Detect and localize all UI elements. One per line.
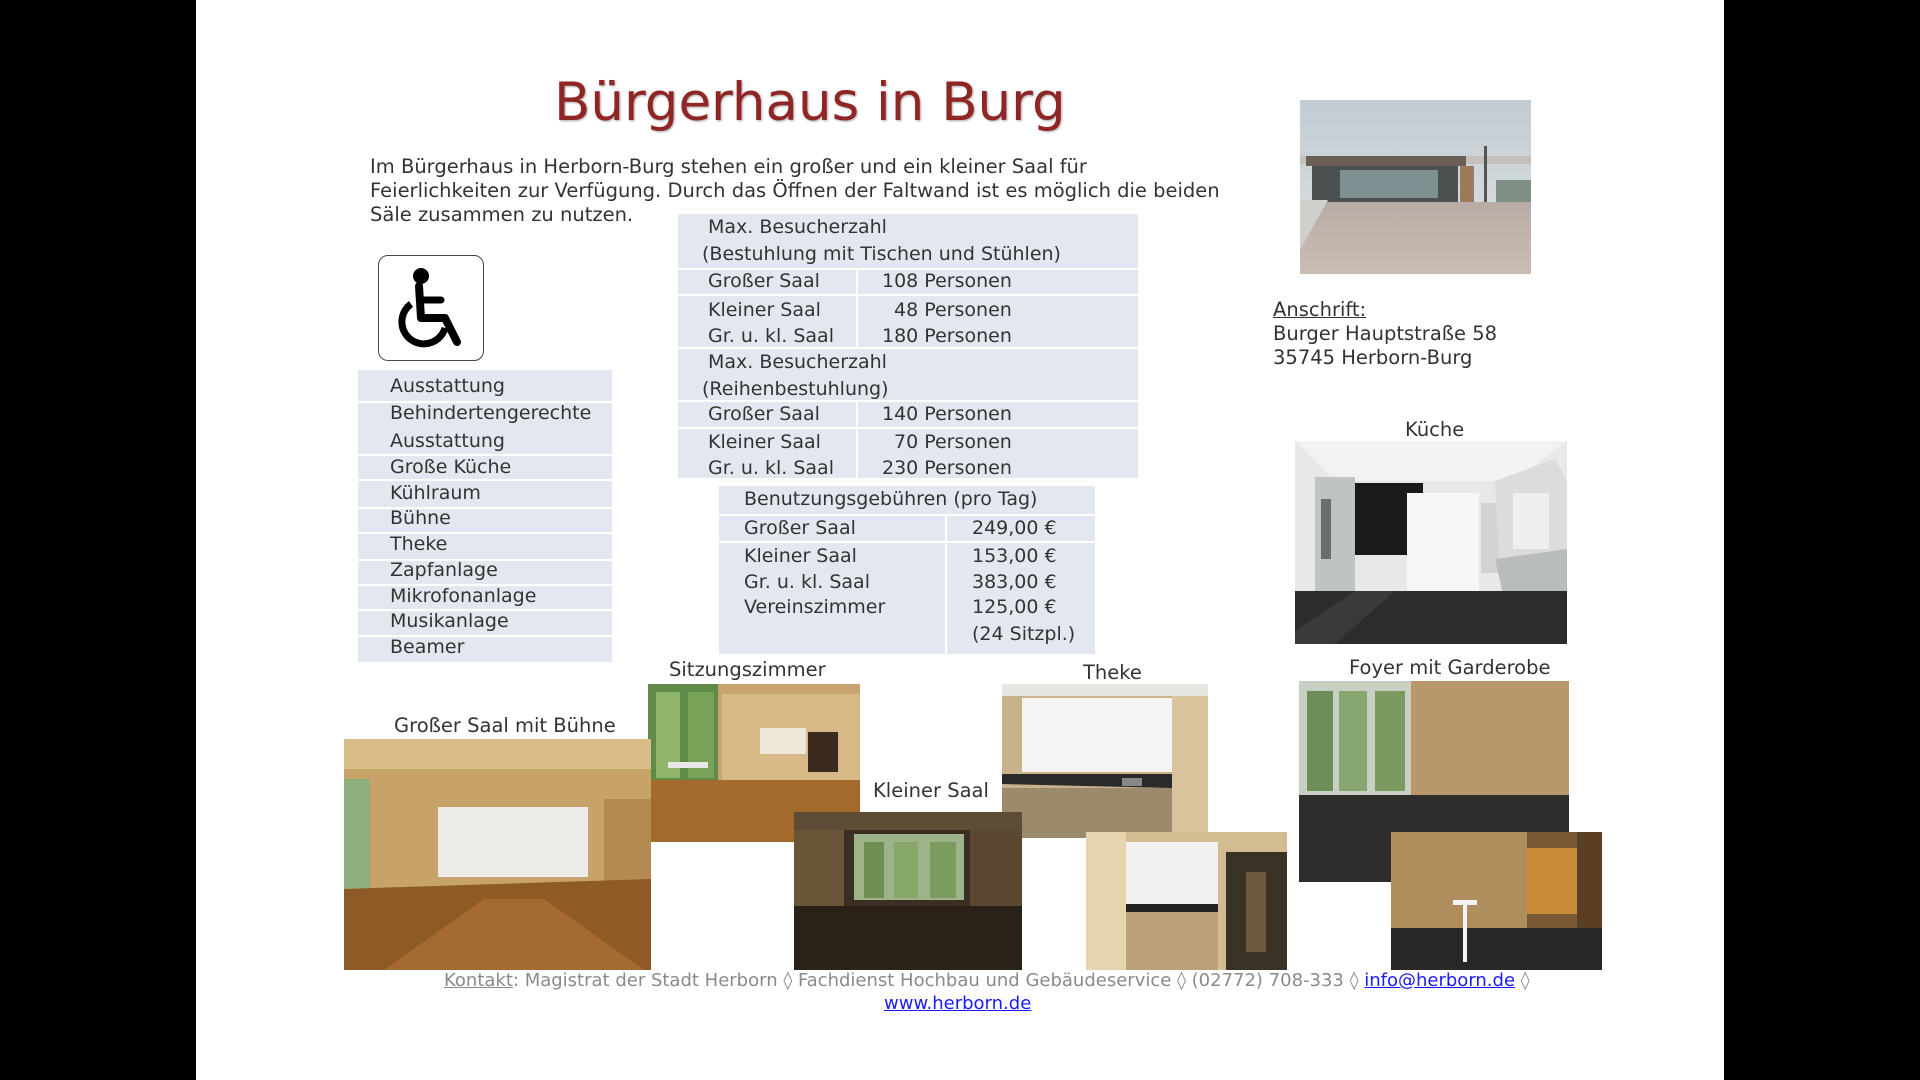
besucher-subheading: (Reihenbestuhlung) bbox=[702, 378, 889, 400]
besucher-heading: Max. Besucherzahl bbox=[708, 351, 887, 373]
caption-foyer: Foyer mit Garderobe bbox=[1349, 656, 1551, 679]
gebuehren-table bbox=[719, 486, 1095, 654]
table-row-room: Gr. u. kl. Saal bbox=[708, 457, 834, 479]
besucher-heading: Max. Besucherzahl bbox=[708, 216, 887, 238]
list-item: Große Küche bbox=[390, 456, 512, 478]
foyer-photo-2 bbox=[1391, 832, 1602, 970]
page bbox=[196, 0, 1724, 1080]
list-item: Zapfanlage bbox=[390, 559, 498, 581]
table-row-value: 108 Personen bbox=[882, 270, 1012, 292]
footer bbox=[444, 970, 1530, 991]
address-label: Anschrift: bbox=[1273, 298, 1367, 321]
table-row-room: Kleiner Saal bbox=[744, 545, 857, 567]
gebuehren-heading: Benutzungsgebühren (pro Tag) bbox=[744, 488, 1038, 510]
page-title: Bürgerhaus in Burg bbox=[554, 72, 1066, 133]
table-row-room: Kleiner Saal bbox=[708, 299, 821, 321]
table-row-value: 140 Personen bbox=[882, 403, 1012, 425]
kueche-photo bbox=[1295, 441, 1567, 644]
table-row-price: 249,00 € bbox=[972, 517, 1057, 539]
list-item: Mikrofonanlage bbox=[390, 585, 537, 607]
theke-photo-2 bbox=[1086, 832, 1287, 970]
table-row-room: Großer Saal bbox=[744, 517, 856, 539]
caption-kueche: Küche bbox=[1405, 418, 1465, 441]
footer-separator: ◊ bbox=[1515, 970, 1530, 991]
table-row-room: Großer Saal bbox=[708, 270, 820, 292]
besucherzahl-table bbox=[678, 214, 1138, 478]
kontakt-link[interactable]: Kontakt bbox=[444, 970, 513, 991]
theke-photo-1 bbox=[1002, 684, 1208, 838]
list-item: Behindertengerechte bbox=[390, 402, 592, 424]
address-block bbox=[1273, 298, 1497, 370]
table-row-price: 125,00 € bbox=[972, 596, 1057, 618]
table-row-value: 180 Personen bbox=[882, 325, 1012, 347]
grosser-saal-photo bbox=[344, 739, 651, 970]
footer-website bbox=[884, 993, 1031, 1014]
list-item: Musikanlage bbox=[390, 610, 509, 632]
address-street: Burger Hauptstraße 58 bbox=[1273, 322, 1498, 345]
caption-sitzungszimmer: Sitzungszimmer bbox=[669, 658, 826, 681]
intro-text: Im Bürgerhaus in Herborn-Burg stehen ein großer und ein kleiner Saal für Feierlichkeiten zur Verfügung. Durch das Öffnen der Faltwand ist es möglich die beiden Säle zusammen zu nutzen. bbox=[370, 155, 1220, 226]
list-item: Beamer bbox=[390, 636, 465, 658]
table-row-room: Gr. u. kl. Saal bbox=[744, 571, 870, 593]
caption-grosser-saal: Großer Saal mit Bühne bbox=[394, 714, 616, 737]
website-link[interactable]: www.herborn.de bbox=[884, 993, 1032, 1014]
table-row-room: Gr. u. kl. Saal bbox=[708, 325, 834, 347]
list-item: Kühlraum bbox=[390, 482, 481, 504]
ausstattung-heading: Ausstattung bbox=[390, 375, 505, 397]
address-city: 35745 Herborn-Burg bbox=[1273, 346, 1473, 369]
table-row-room: Kleiner Saal bbox=[708, 431, 821, 453]
table-row-value: 48 Personen bbox=[894, 299, 1012, 321]
besucher-subheading: (Bestuhlung mit Tischen und Stühlen) bbox=[702, 243, 1061, 265]
email-link[interactable]: info@herborn.de bbox=[1364, 970, 1516, 991]
list-item: Theke bbox=[390, 533, 448, 555]
table-row-price: 383,00 € bbox=[972, 571, 1057, 593]
ausstattung-table bbox=[358, 370, 612, 662]
table-row-value: 230 Personen bbox=[882, 457, 1012, 479]
caption-kleiner-saal: Kleiner Saal bbox=[873, 779, 989, 802]
table-row-room: Vereinszimmer bbox=[744, 596, 886, 618]
table-row-price: 153,00 € bbox=[972, 545, 1057, 567]
footer-text: : Magistrat der Stadt Herborn ◊ Fachdienst Hochbau und Gebäudeservice ◊ (02772) 708-333 ◊ bbox=[512, 970, 1365, 991]
table-row-room: Großer Saal bbox=[708, 403, 820, 425]
table-row-value: 70 Personen bbox=[894, 431, 1012, 453]
list-item: Bühne bbox=[390, 507, 451, 529]
building-photo bbox=[1300, 100, 1531, 274]
wheelchair-icon bbox=[378, 255, 484, 361]
kleiner-saal-photo bbox=[794, 812, 1022, 970]
list-item: Ausstattung bbox=[390, 430, 505, 452]
table-note: (24 Sitzpl.) bbox=[972, 623, 1076, 645]
caption-theke: Theke bbox=[1083, 661, 1142, 684]
